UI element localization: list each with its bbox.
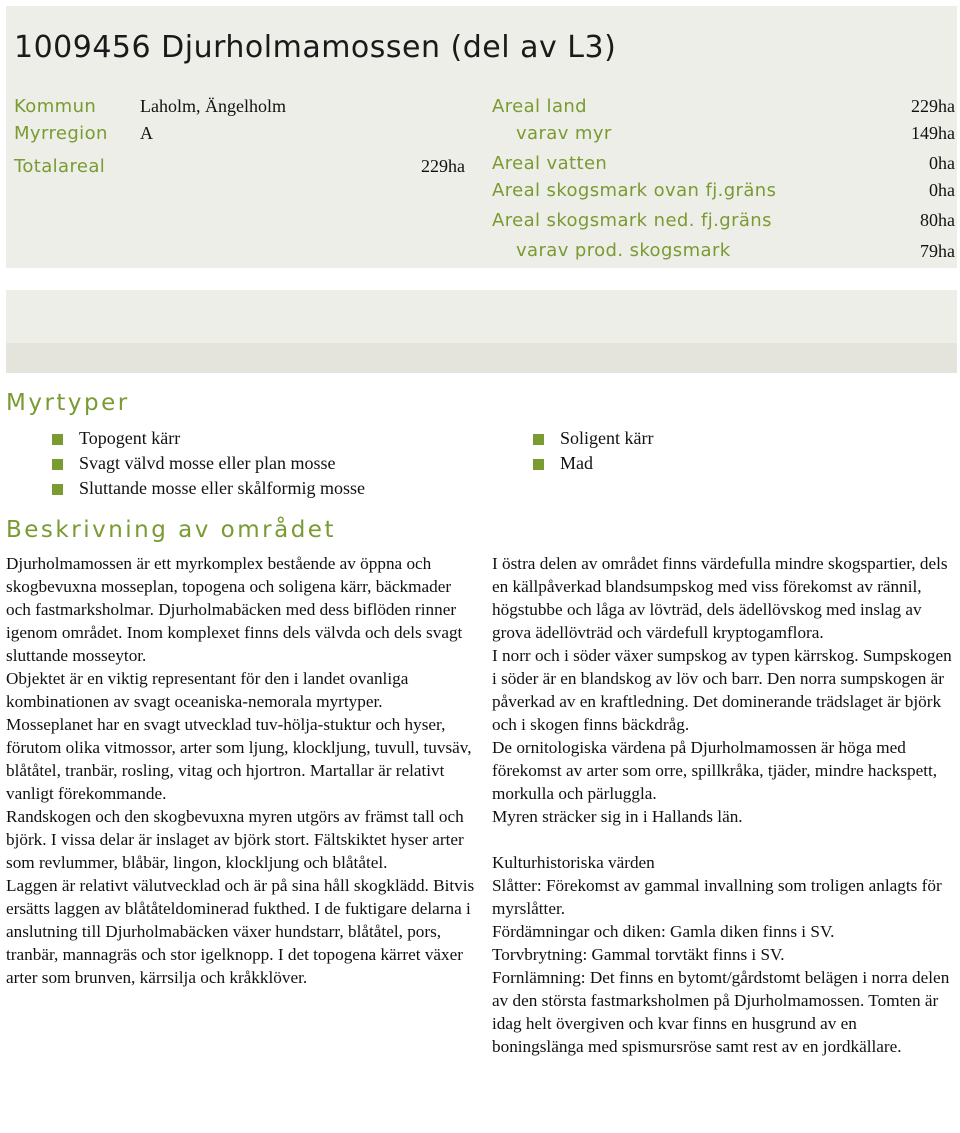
areal-vatten-label: Areal vatten <box>492 153 608 174</box>
beskrivning-heading: Beskrivning av området <box>6 517 336 543</box>
varav-myr-value: 149ha <box>911 123 955 143</box>
page-title: 1009456 Djurholmamossen (del av L3) <box>14 30 617 65</box>
bullet-icon <box>533 459 544 470</box>
paragraph: Slåtter: Förekomst av gammal invallning som troligen anlagts för myrslåtter. <box>492 876 942 918</box>
list-item: Soligent kärr <box>526 426 653 451</box>
description-right-column <box>492 552 952 1058</box>
image-placeholder-band <box>6 290 957 343</box>
paragraph: Laggen är relativt välutvecklad och är på sina håll skogklädd. Bitvis ersätts laggen av blåtåteldominerad fukthed. I de fuktigare delarna i anslutning till Djurholmabäcken växer hundstarr, blåtåtel, pors, tranbär, mannagräs och stor igelknopp. I det topogena kärret växer arter som brunven, kärrsilja och kråkklöver. <box>6 876 475 987</box>
myrtyper-list-right <box>526 426 653 476</box>
paragraph: Randskogen och den skogbevuxna myren utgörs av främst tall och björk. I vissa delar är inslaget av björk stort. Fältskiktet hyser arter som revlummer, blåbär, lingon, klockljung och blåtåtel. <box>6 807 464 872</box>
myrregion-label: Myrregion <box>14 123 108 144</box>
myrregion-value: A <box>140 123 153 143</box>
list-item: Topogent kärr <box>45 426 365 451</box>
spacer <box>492 828 952 851</box>
kommun-value: Laholm, Ängelholm <box>140 96 286 116</box>
areal-vatten-value: 0ha <box>929 153 955 173</box>
list-item: Mad <box>526 451 653 476</box>
paragraph: Fornlämning: Det finns en bytomt/gårdstomt belägen i norra delen av den största fastmarksholmen på Djurholmamossen. Tomten är idag helt övergiven och kvar finns en husgrund av en boningslänga med spismursröse samt rest av en jordkällare. <box>492 968 950 1056</box>
prod-skogsmark-value: 79ha <box>920 241 955 261</box>
paragraph: Djurholmamossen är ett myrkomplex bestående av öppna och skogbevuxna mosseplan, topogena och soligena kärr, bäckmader och fastmarksholmar. Djurholmabäcken med dess biflöden rinner igenom området. Inom komplexet finns dels välvda och dels svagt sluttande mosseytor. <box>6 554 463 665</box>
paragraph: I östra delen av området finns värdefulla mindre skogspartier, dels en källpåverkad blandsumpskog med viss förekomst av rännil, högstubbe och låga av lövträd, dels ädellövskog med inslag av grova ädellövträd och värdefull kryptogamflora. <box>492 554 948 642</box>
paragraph: De ornitologiska värdena på Djurholmamossen är höga med förekomst av arter som orre, spillkråka, tjäder, mindre hackspett, morkulla och pärluggla. <box>492 738 938 803</box>
paragraph: Mosseplanet har en svagt utvecklad tuv-hölja-stuktur och hyser, förutom olika vitmossor, arter som ljung, klockljung, tuvull, tuvsäv, blåtåtel, tranbär, rosling, vitag och hjortron. Martallar är relativt vanligt förekommande. <box>6 715 472 803</box>
paragraph: I norr och i söder växer sumpskog av typen kärrskog. Sumpskogen i söder är en blandskog av löv och barr. Den norra sumpskogen är påverkad av en kraftledning. Det dominerande trädslaget är björk och i skogen finns bäckdråg. <box>492 646 952 734</box>
bullet-icon <box>52 434 63 445</box>
prod-skogsmark-label: varav prod. skogsmark <box>516 240 731 261</box>
description-left-column <box>6 552 476 989</box>
myrtyper-list-left <box>45 426 365 501</box>
areal-land-value: 229ha <box>911 96 955 116</box>
paragraph: Myren sträcker sig in i Hallands län. <box>492 807 743 826</box>
list-item: Sluttande mosse eller skålformig mosse <box>45 476 365 501</box>
kommun-label: Kommun <box>14 96 97 117</box>
totalareal-value: 229ha <box>421 156 465 176</box>
paragraph: Fördämningar och diken: Gamla diken finns i SV. <box>492 922 835 941</box>
totalareal-label: Totalareal <box>14 156 106 177</box>
myrtyper-heading: Myrtyper <box>6 390 130 416</box>
bullet-icon <box>533 434 544 445</box>
list-item: Svagt välvd mosse eller plan mosse <box>45 451 365 476</box>
bullet-icon <box>52 459 63 470</box>
paragraph: Torvbrytning: Gammal torvtäkt finns i SV. <box>492 945 785 964</box>
skogsmark-ovan-value: 0ha <box>929 180 955 200</box>
bullet-icon <box>52 484 63 495</box>
skogsmark-ned-label: Areal skogsmark ned. fj.gräns <box>492 210 772 231</box>
paragraph: Objektet är en viktig representant för den i landet ovanliga kombinationen av svagt oceaniska-nemorala myrtyper. <box>6 669 409 711</box>
skogsmark-ned-value: 80ha <box>920 210 955 230</box>
areal-land-label: Areal land <box>492 96 588 117</box>
divider-band <box>6 343 957 373</box>
kultur-heading: Kulturhistoriska värden <box>492 853 655 872</box>
skogsmark-ovan-label: Areal skogsmark ovan fj.gräns <box>492 180 777 201</box>
varav-myr-label: varav myr <box>516 123 612 144</box>
